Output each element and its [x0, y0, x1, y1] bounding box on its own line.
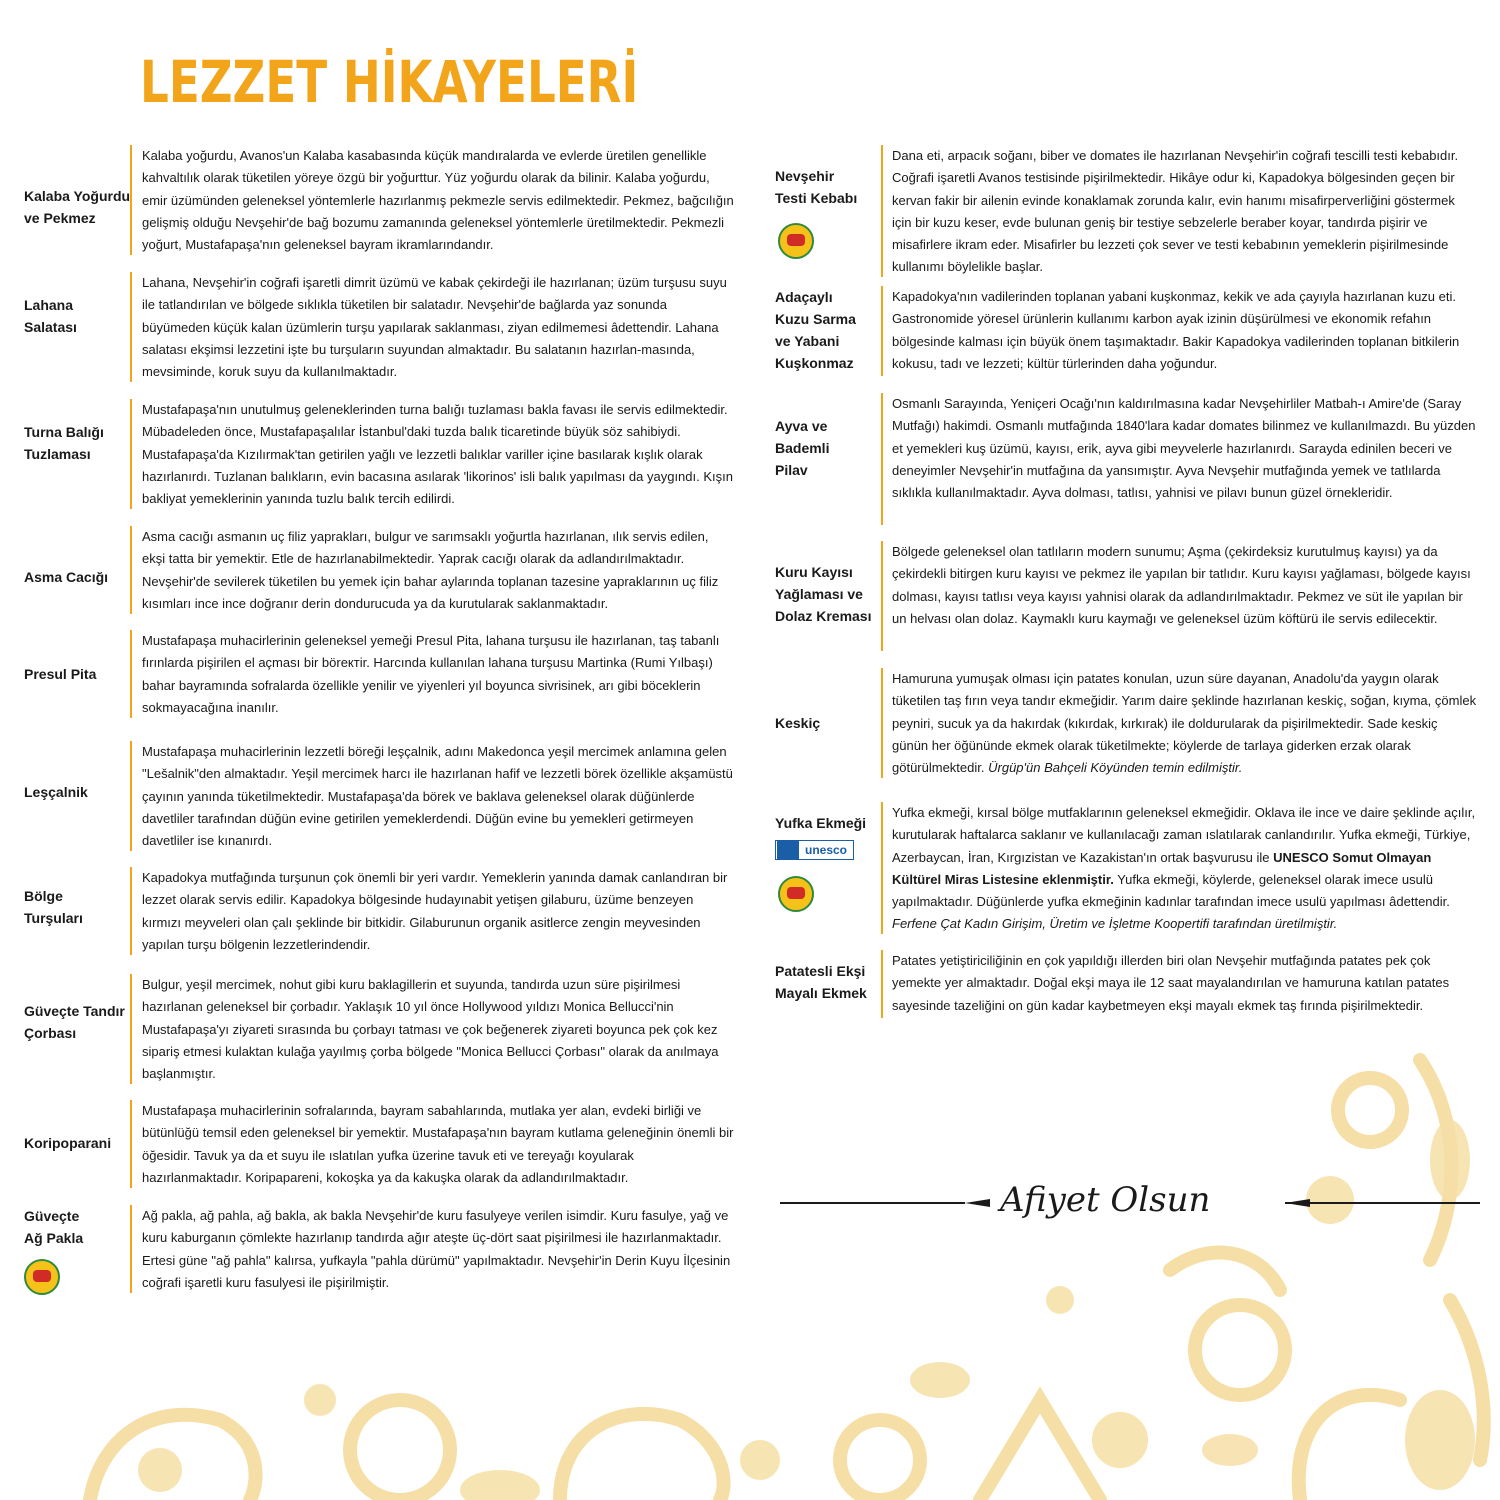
entry-label: Presul Pita: [24, 666, 97, 682]
closing-text: Afiyet Olsun: [1000, 1180, 1211, 1220]
entry-label: Ayva ve Bademli Pilav: [775, 418, 830, 478]
unesco-temple-icon: [777, 841, 799, 859]
entry-label: Güveçte Tandır Çorbası: [24, 1003, 125, 1041]
entry-label: Turna Balığı Tuzlaması: [24, 424, 104, 462]
geographical-indication-badge-icon: [778, 223, 814, 259]
entry-text: Hamuruna yumuşak olması için patates konulan, uzun süre dayanan, Anadolu'da yaygın olarak tüketilen taş fırın veya tandır ekmeğidir. Yarım daire şeklinde hazırlanan keskiç, soğan, kıyma, çömlek peyniri, sucuk ya da hakırdak (kıkırdak, kırkırak) ile doldurularak da pişirilmektedir. Sade keskiç günün her öğününde ekmek olarak tüketilmekte; köylerde de tarlaya giderken erzak olarak götürülmektedir. Ürgüp'ün Bahçeli Köyünden temin edilmiştir.: [892, 671, 1477, 776]
accent-bar: [881, 541, 883, 651]
entry-label: Adaçaylı Kuzu Sarma ve Yabani Kuşkonmaz: [775, 289, 856, 371]
entry-text: Mustafapaşa muhacirlerinin lezzetli böreği leşçalnik, adını Makedonca yeşil mercimek anlamına gelen "Lešalnik"den almaktadır. Yeşil mercimek harcı ile hazırlanan hafif ve lezzetli börek özellikle akşamüstü çayının yanında tüketilmektedir. Mustafapaşa'da börek ve baklava geleneksel olarak düğünlerde davetliler tarafından düğün evine getirilen yemeklerdendi. Düğün evine bu yemekleri getirmeyen davetliler ise kınanırdı.: [142, 744, 733, 849]
accent-bar: [130, 399, 132, 509]
entry-text: Ağ pakla, ağ pahla, ağ bakla, ak bakla Nevşehir'de kuru fasulyeye verilen isimdir. Kuru fasulye, yağ ve kuru kaburganın çömlekte hazırlanıp tandırda ağır ateşte üç-dört saat pişirilmesi ile hazırlanmaktadır. Ertesi güne "ağ pahla" kalırsa, yufkayla "pahla dürümü" yapılmaktadır. Nevşehir'in Derin Kuyu İlçesinin coğrafi işaretli kuru fasulyesi ile pişirilmiştir.: [142, 1208, 731, 1290]
entry-text: Kapadokya'nın vadilerinden toplanan yabani kuşkonmaz, kekik ve ada çayıyla hazırlanan kuzu eti. Gastronomide yöresel ürünlerin kullanımı karbon ayak izinin düşürülmesi ve ekonomik refahın bölgesinde kalması için büyük önem taşımaktadır. Bakir Kapadokya vadilerinden toplanan bitkilerin kokusu, tadı ve lezzeti; kültür türlerinden daha yoğundur.: [892, 289, 1460, 371]
unesco-text: unesco: [805, 843, 848, 857]
accent-bar: [881, 393, 883, 525]
accent-bar: [881, 950, 883, 1018]
entry-label: Patatesli Ekşi Mayalı Ekmek: [775, 963, 867, 1001]
unesco-logo-icon: [775, 840, 854, 860]
entry-text: Lahana, Nevşehir'in coğrafi işaretli dimrit üzümü ve kabak çekirdeği ile hazırlanan; üzüm turşusu suyu ile tatlandırılan ve bölgede sıklıkla tüketilen bir salatadır. Nevşehir'de bağlarda yaz sonunda büyümeden küçük kalan üzümlerin turşu yapılarak saklanması, ziyan edilmemesi âdettendir. Lahana salatası ekşimsi lezzetini işte bu turşuların suyundan almaktadır. Bu salatanın hazırlan-masında, mevsiminde, koruk suyu da kullanılmaktadır.: [142, 275, 727, 380]
entry-label: Bölge Turşuları: [24, 888, 83, 926]
accent-bar: [130, 145, 132, 255]
page-title: LEZZET HİKAYELERİ: [140, 48, 639, 116]
entry-text: Dana eti, arpacık soğanı, biber ve domates ile hazırlanan Nevşehir'in coğrafi tescilli testi kebabıdır. Coğrafi işaretli Avanos testisinde pişirilmektedir. Hikâye odur ki, Kapadokya bölgesinden geçen bir kervan fakir bir ailenin evinde konaklamak zorunda kalır, evin hanımı misafirperverliğini göstermek için bir kuzu keser, evde bulunan geniş bir testiye sebzelerle beraber koyar, tandırda pişirir ve misafirlere ikram eder. Misafirler bu lezzeti çok sever ve testi kebabının yemeklerin pişirilmesinde kullanımı böylelikle başlar.: [892, 148, 1459, 275]
entry-text: Bulgur, yeşil mercimek, nohut gibi kuru baklagillerin et suyunda, tandırda uzun süre pişirilmesi hazırlanan geleneksel bir çorbadır. Yaklaşık 10 yıl önce Hollywood yıldızı Monica Bellucci'nin Mustafapaşa'yı ziyareti sırasında bu çorbayı tatması ve çok beğenerek ziyareti boyunca pek çok kez sipariş etmesi kulaktan kulağa yayılmış çorba bölgede "Monica Bellucci Çorbası" olarak da anılmaya başlanmıştır.: [142, 977, 719, 1082]
accent-bar: [130, 867, 132, 955]
entry-label: Koripoparani: [24, 1135, 112, 1151]
entry-text: Asma cacığı asmanın uç filiz yaprakları, bulgur ve sarımsaklı yoğurtla hazırlanan, ılık servis edilen, ekşi tatta bir yemektir. Etle de hazırlanabilmektedir. Yaprak cacığı olarak da adlandırılmaktadır. Nevşehir'de sevilerek tüketilen bu yemek için bahar aylarında toplanan tazesine yapraklarının uç filiz kısımları ince ince doğranır derin dondurucuda ya da kurutularak saklanmaktadır.: [142, 529, 719, 611]
entry-text: Mustafapaşa muhacirlerinin sofralarında, bayram sabahlarında, mutlaka yer alan, evdeki birliği ve bütünlüğü temsil eden geleneksel bir yemektir. Mustafapaşa'nın bayram kutlama geleneğinin önemli bir öğesidir. Tavuk ya da et suyu ile ıslatılan yufka üzerine tavuk eti ve tereyağı koyularak hazırlanmaktadır. Koripapareni, kokoşka ya da kakuşka olarak da adlandırılmaktadır.: [142, 1103, 734, 1185]
entry-label: Leşçalnik: [24, 784, 88, 800]
entry-text: Osmanlı Sarayında, Yeniçeri Ocağı'nın kaldırılmasına kadar Nevşehirliler Matbah-ı Amire'de (Saray Mutfağı) hakimdi. Osmanlı mutfağında 1840'lara kadar domates bilinmez ve kullanılmazdı. Bu yüzden et yemekleri kuş üzümü, kayısı, erik, ayva gibi meyvelerle hazırlanırdı. Sarayda edinilen beceri ve deneyimler Nevşehir'in mutfağına da yansımıştır. Ayva Nevşehir mutfağında yemek ve tatlılarda sıklıkla kullanılmaktadır. Ayva dolması, tatlısı, yahnisi ve pilavı bunun güzel örnekleridir.: [892, 396, 1476, 501]
accent-bar: [130, 630, 132, 718]
accent-bar: [881, 668, 883, 778]
entry-text: Kalaba yoğurdu, Avanos'un Kalaba kasabasında küçük mandıralarda ve evlerde üretilen genellikle kahvaltılık olarak tüketilen yöreye özgü bir yoğurttur. Yüz yoğurdu olarak da bilinir. Kalaba yoğurdu, emir üzümünden geleneksel yöntemlerle hazırlanmış pekmezle servis edilmektedir. Pekmez, bağcılığın gelişmiş olduğu Nevşehir'de bağ bozumu zamanında geleneksel yöntemlerle üretilmektedir. Pekmezli yoğurt, Mustafapaşa'nın geleneksel bayram ikramlarındandır.: [142, 148, 734, 253]
entry-label: Kalaba Yoğurdu ve Pekmez: [24, 188, 131, 226]
entry-label: Asma Cacığı: [24, 569, 109, 585]
entry-label: Nevşehir Testi Kebabı: [775, 168, 858, 206]
entry-text: Mustafapaşa'nın unutulmuş geleneklerinden turna balığı tuzlaması bakla favası ile servis edilmektedir. Mübadeleden önce, Mustafapaşalılar İstanbul'daki tuzda balık ticaretinde büyük söz sahibiydi. Mustafapaşa'da Kızılırmak'tan getirilen yağlı ve lezzetli balıklar variller içine basılarak kışlık olarak hazırlanırdı. Tuzlanan balıkların, evin bacasına asılarak 'likorinos' isli balık yapılması da yaygındı. Kışın bakliyat yemeklerinin yanında tuzlu balık tercih edilirdi.: [142, 402, 733, 507]
entry-text: Kapadokya mutfağında turşunun çok önemli bir yeri vardır. Yemeklerin yanında damak canlandıran bir lezzet olarak servis edilir. Kapadokya bölgesinde hudayınabit yetişen gilaburu, üzüme benzeyen kırmızı meyveleri olan çalı şeklinde bir bitkidir. Gilaburunun organik asitlerce zengin meyvesinden yapılan turşu bölgenin lezzetlerindendir.: [142, 870, 728, 952]
entry-label: Yufka Ekmeği: [775, 815, 867, 831]
entry-label: Güveçte Ağ Pakla: [24, 1208, 84, 1246]
geographical-indication-badge-icon: [24, 1259, 60, 1295]
entry-label: Lahana Salatası: [24, 297, 77, 335]
closing-banner: [780, 1175, 1500, 1235]
accent-bar: [130, 974, 132, 1084]
accent-bar: [130, 1205, 132, 1293]
accent-bar: [130, 526, 132, 614]
entry-label: Keskiç: [775, 715, 821, 731]
accent-bar: [130, 1100, 132, 1188]
accent-bar: [881, 286, 883, 376]
accent-bar: [881, 145, 883, 277]
accent-bar: [130, 272, 132, 382]
accent-bar: [130, 741, 132, 851]
entry-text: Bölgede geleneksel olan tatlıların modern sunumu; Aşma (çekirdeksiz kurutulmuş kayısı) ya da çekirdekli bitirgen kuru kayısı ve pekmez ile yapılan bir tatlıdır. Kuru kayısı yağlaması, bölgede kayısı dolması, kayısı tatlısı veya kayısı yahnisi olarak da adlandırılmaktadır. Pekmez ve süt ile yapılan bir un helvası olan dolaz. Kaymaklı kuru kaymağı ve geleneksel üzüm köftürü ile servis edilecektir.: [892, 544, 1471, 626]
entry-text: Patates yetiştiriciliğinin en çok yapıldığı illerden biri olan Nevşehir mutfağında patates pek çok yemekte yer almaktadır. Doğal ekşi maya ile 12 saat mayalandırılan ve hamuruna katılan patates sayesinde tazeliğini on gün kadar kaybetmeyen ekşi mayalı ekmek taş fırında pişirilmektedir.: [892, 953, 1450, 1013]
accent-bar: [881, 802, 883, 934]
entry-label: Kuru Kayısı Yağlaması ve Dolaz Kreması: [775, 564, 872, 624]
entry-text: Mustafapaşa muhacirlerinin geleneksel yemeği Presul Pita, lahana turşusu ile hazırlanan, taş tabanlı fırınlarda pişirilen el açması bir böreктir. Harcında kullanılan lahana turşusu Martinka (Rumi Yılbaşı) bahar bayramında sofralarda özellikle yenilir ve yiyenleri yıl boyunca sivrisinek, arı gibi böceklerin sokmayacağına inanılır.: [142, 633, 720, 715]
entry-text: Yufka ekmeği, kırsal bölge mutfaklarının geleneksel ekmeğidir. Oklava ile ince ve daire şeklinde açılır, kurutularak haftalarca saklanır ve kullanılacağı zaman ıslatılarak canlandırılır. Yufka ekmeği, Türkiye, Azerbaycan, İran, Kırgızistan ve Kazakistan'ın ortak başvurusu ile UNESCO Somut Olmayan Kültürel Miras Listesine eklenmiştir. Yufka ekmeği, köylerde, geleneksel olarak imece usulü yapılmaktadır. Düğünlerde yufka ekmeğinin kadınlar tarafından imece usulü yapılması âdettendir. Ferfene Çat Kadın Girişim, Üretim ve İşletme Koopertifi tarafından üretilmiştir.: [892, 805, 1476, 932]
geographical-indication-badge-icon: [778, 876, 814, 912]
